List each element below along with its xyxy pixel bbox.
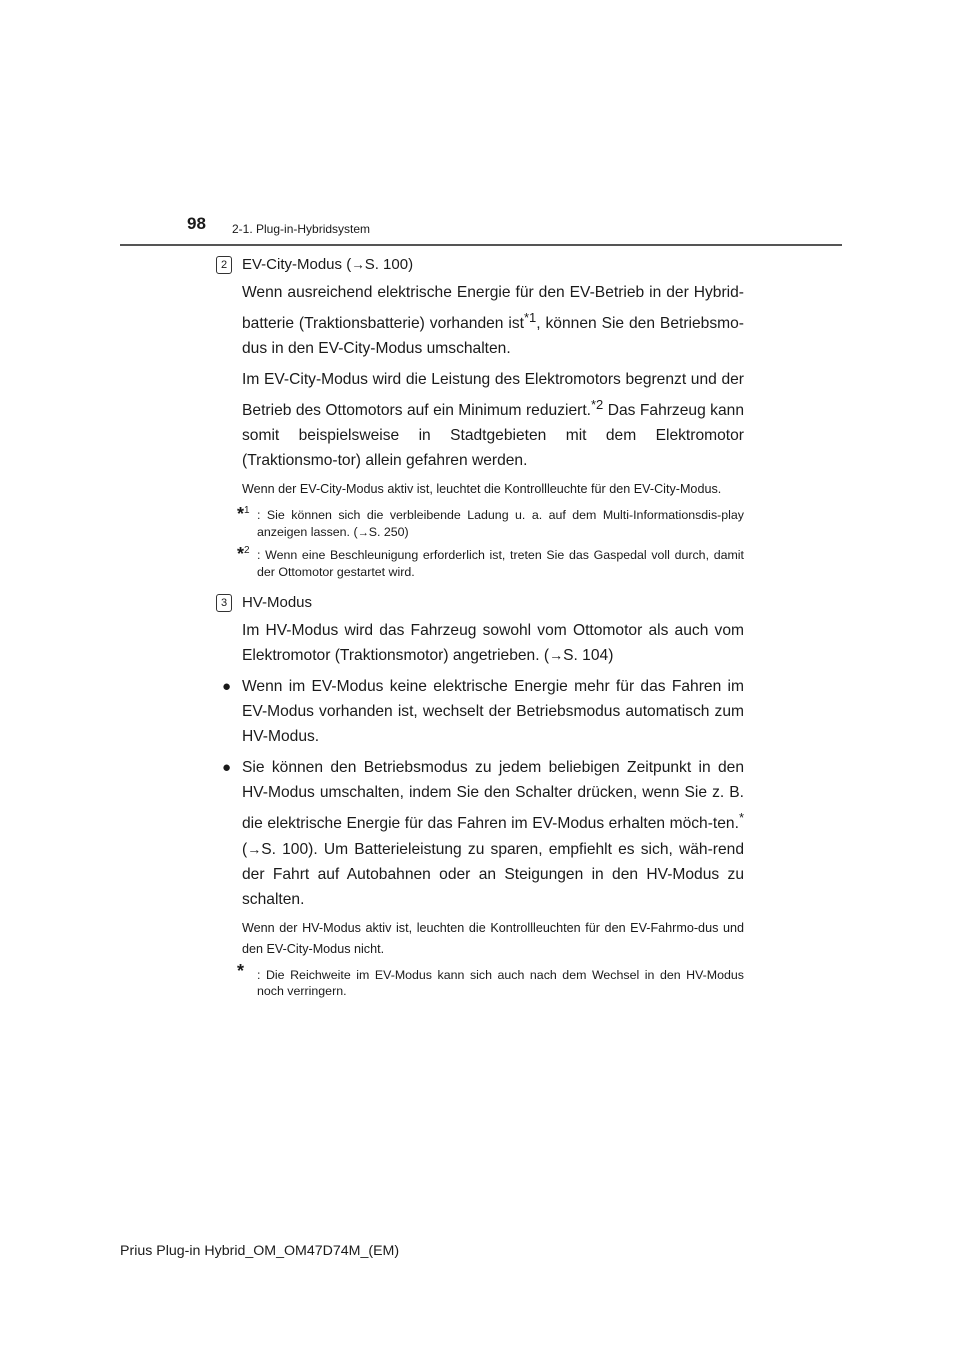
asterisk-icon: *$^1$ <box>237 504 250 525</box>
bullet-item-1: ● Wenn im EV-Modus keine elektrische Energie mehr für das Fahren im EV-Modus vorhanden ist, wechselt der Betriebsmodus automatisch zum HV-Modus. <box>222 674 744 749</box>
arrow-icon: → <box>247 840 262 857</box>
document-footer: Prius Plug-in Hybrid_OM_OM47D74M_(EM) <box>120 1243 400 1259</box>
item-3-info-note: Wenn der HV-Modus aktiv ist, leuchten die Kontrollleuchten für den EV-Fahrmo-dus und den EV-City-Modus nicht. <box>242 920 744 956</box>
asterisk-icon: * <box>237 960 245 981</box>
page-content <box>220 254 744 1006</box>
item-2-number-badge: 2 <box>216 256 232 274</box>
footnote-3: * : Die Reichweite im EV-Modus kann sich auch nach dem Wechsel in den HV-Modus noch verringern. <box>237 960 744 999</box>
item-3-number-badge: 3 <box>216 594 232 612</box>
item-2-paragraph-1: Wenn ausreichend elektrische Energie für den EV-Betrieb in der Hybrid-batterie (Traktionsbatterie) vorhanden ist$^{*1}$, können Sie den Betriebsmo-dus in den EV-City-Modus umschalten. <box>242 284 744 358</box>
footnote-2: *$^2$ : Wenn eine Beschleunigung erforderlich ist, treten Sie das Gaspedal voll durch, damit der Ottomotor gestartet wird. <box>237 544 744 579</box>
item-3-paragraph-1: Im HV-Modus wird das Fahrzeug sowohl vom Ottomotor als auch vom Elektromotor (Traktionsmotor) angetrieben. (→S. 104) <box>242 622 744 665</box>
bullet-icon: ● <box>222 759 232 777</box>
bullet-icon: ● <box>222 678 232 696</box>
page-number: 98 <box>187 214 206 233</box>
section-title: 2-1. Plug-in-Hybridsystem <box>232 222 371 236</box>
item-2-info-note: Wenn der EV-City-Modus aktiv ist, leuchtet die Kontrollleuchte für den EV-City-Modus. <box>242 482 722 497</box>
item-2-heading <box>220 254 744 276</box>
footnote-1: *$^1$ : Sie können sich die verbleibende Ladung u. a. auf dem Multi-Informationsdis-play anzeigen lassen. (→S. 250) <box>237 504 744 539</box>
item-2-paragraph-2: Im EV-City-Modus wird die Leistung des Elektromotors begrenzt und der Betrieb des Ottomotors auf ein Minimum reduziert.$^{*2}$ Das Fahrzeug kann somit beispielsweise in Stadtgebieten mit dem Elektromotor (Traktionsmo-tor) allein gefahren werden. <box>242 371 744 470</box>
arrow-icon: → <box>351 257 365 272</box>
asterisk-icon: *$^2$ <box>237 544 250 565</box>
arrow-icon: → <box>357 526 369 539</box>
header-rule <box>120 244 842 246</box>
item-2-page-ref: S. 100) <box>364 256 414 273</box>
item-3-heading <box>220 592 744 614</box>
item-3-title: HV-Modus <box>242 594 313 612</box>
bullet-item-2: ● Sie können den Betriebsmodus zu jedem beliebigen Zeitpunkt in den HV-Modus umschalten, indem Sie den Schalter drücken, wenn Sie z. B. die elektrische Energie für das Fahren im EV-Modus erhalten möch-ten.* (→S. 100). Um Batterieleistung zu sparen, empfiehlt es sich, wäh-rend der Fahrt auf Autobahnen oder an Steigungen in den HV-Modus zu schalten. <box>222 755 744 911</box>
arrow-icon: → <box>549 647 564 664</box>
item-2-title: EV-City-Modus ( <box>242 256 352 273</box>
